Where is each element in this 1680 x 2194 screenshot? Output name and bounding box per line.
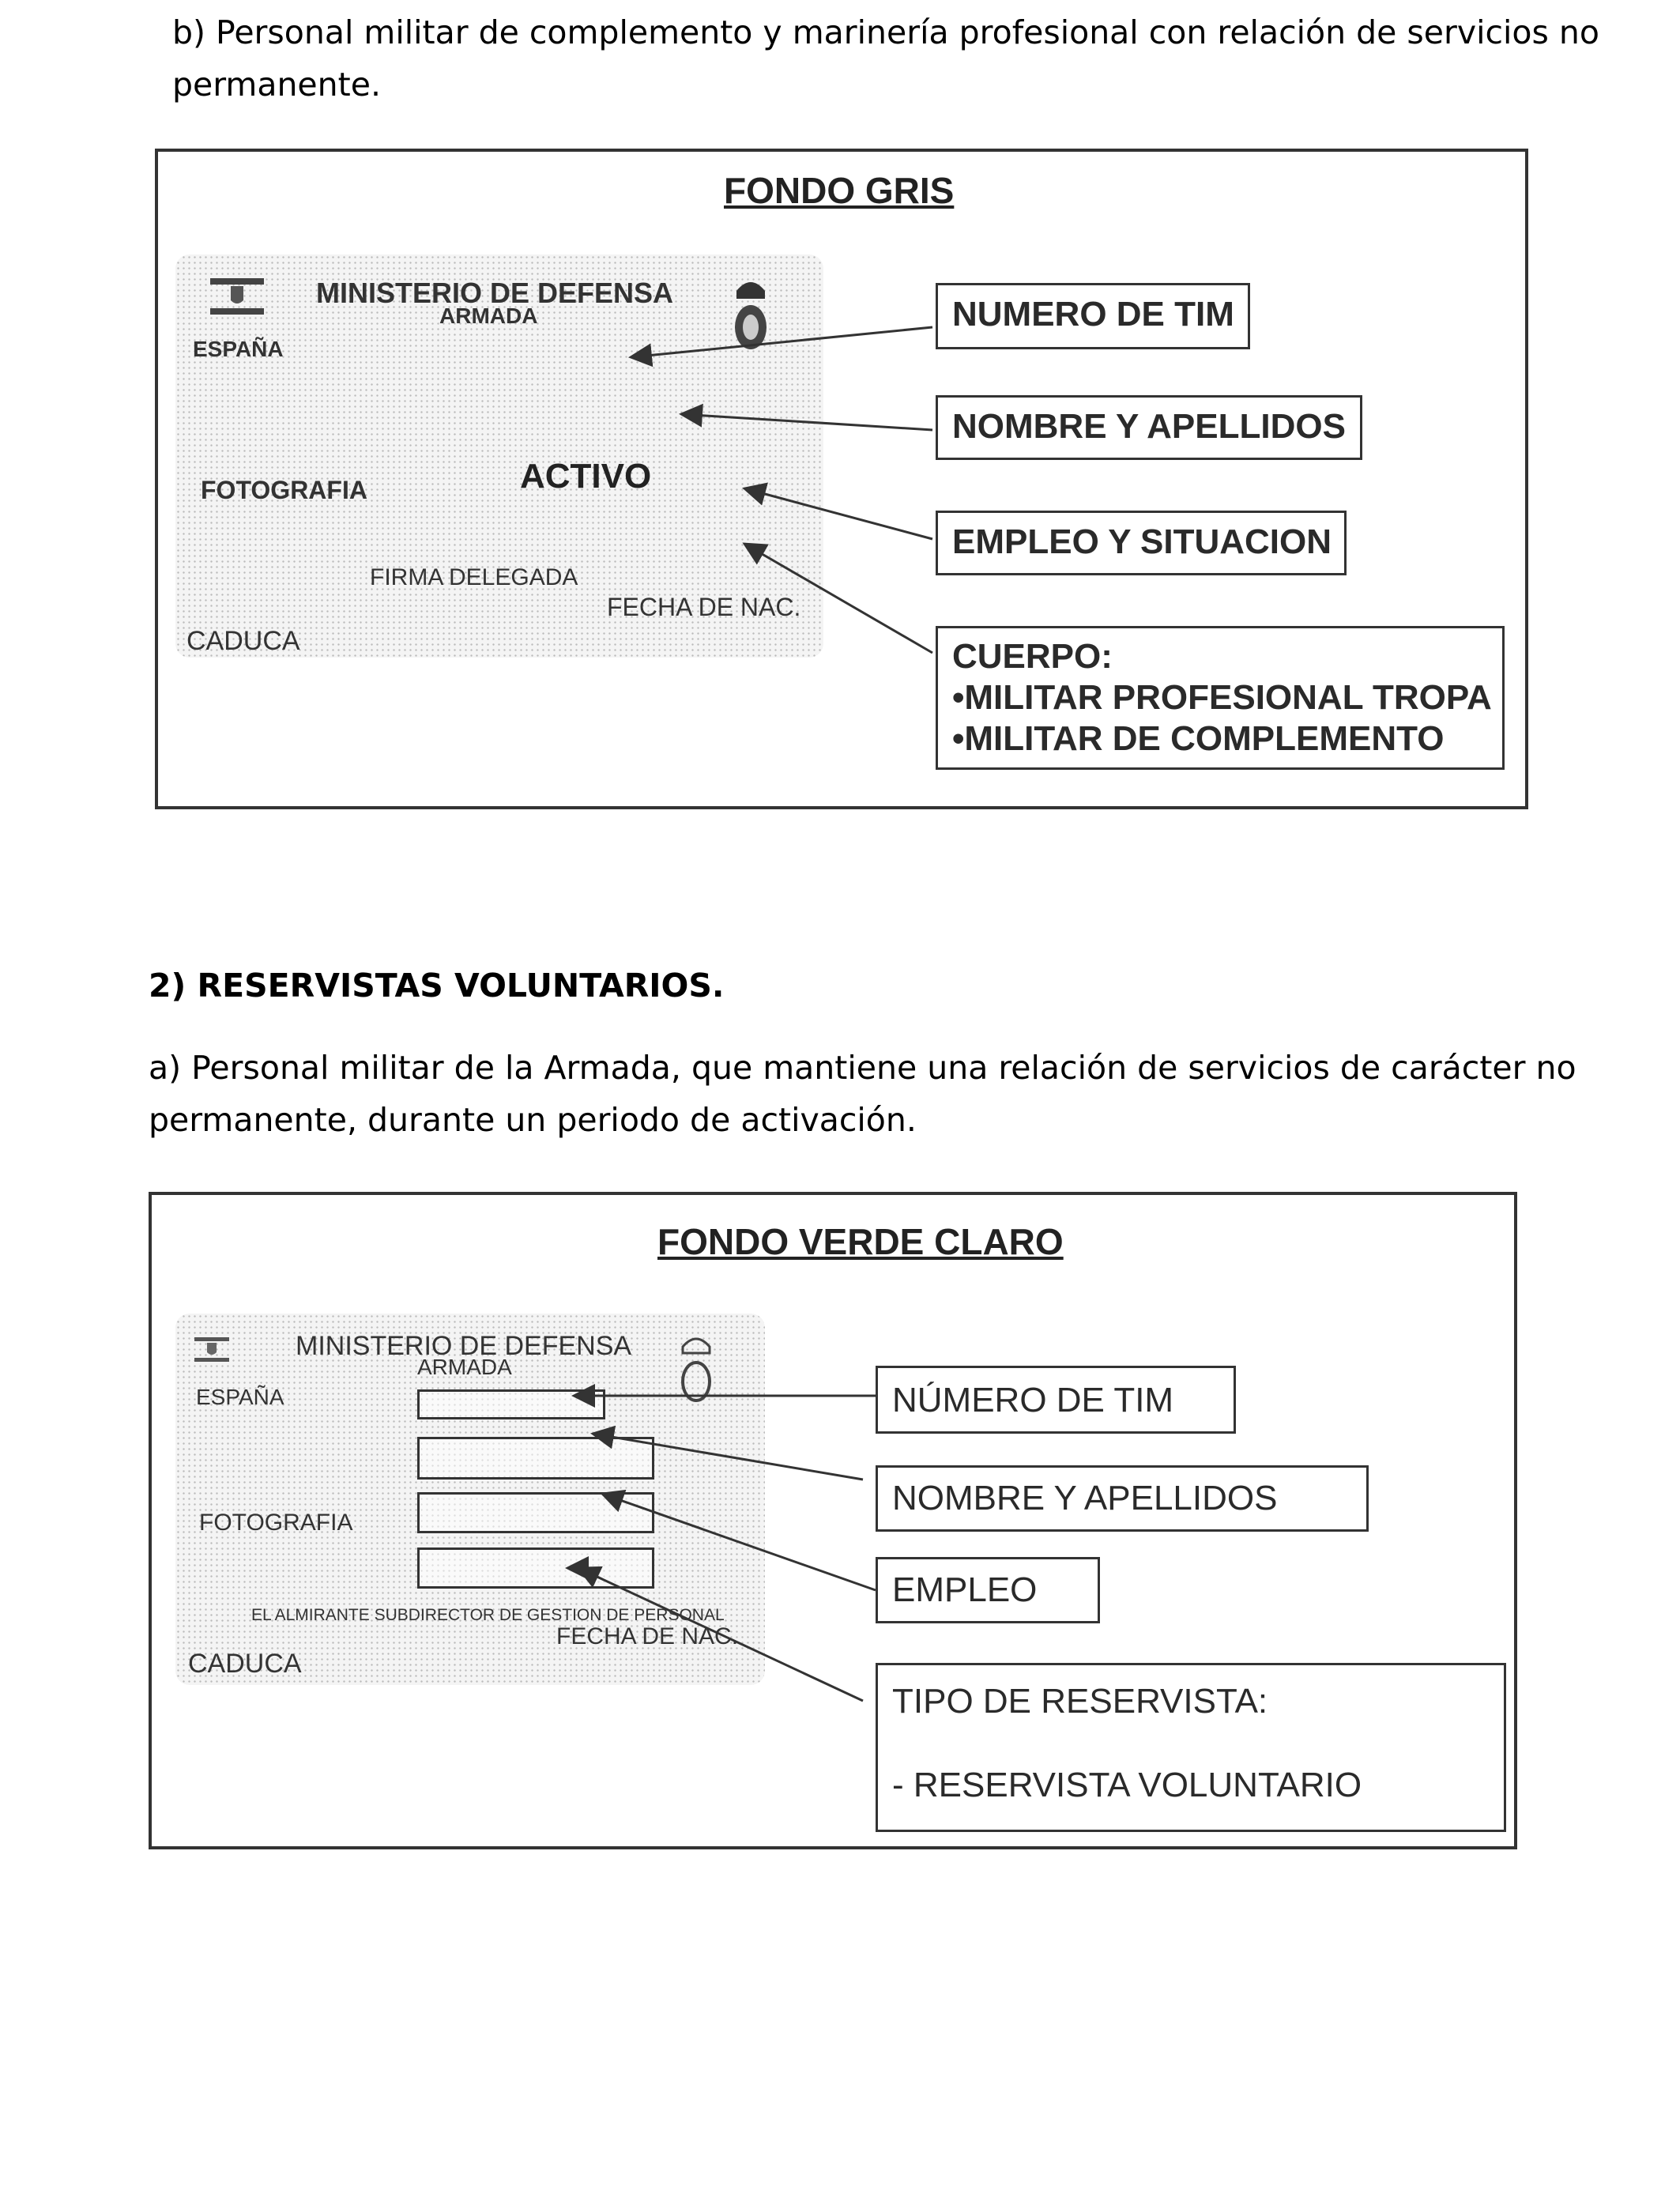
card-caduca: CADUCA: [186, 626, 300, 656]
card-almirante: EL ALMIRANTE SUBDIRECTOR DE GESTION DE PERSONAL: [251, 1606, 725, 1624]
cuerpo-item-2: •MILITAR DE COMPLEMENTO: [952, 719, 1445, 758]
card-activo: ACTIVO: [520, 457, 652, 496]
card-espana: ESPAÑA: [193, 337, 284, 361]
figure-fondo-verde-claro: [149, 1192, 1517, 1849]
label-numero-tim: NÚMERO DE TIM: [876, 1366, 1236, 1434]
card-fecha-nac: FECHA DE NAC.: [607, 593, 801, 621]
card-armada: ARMADA: [439, 303, 538, 328]
section-b-line1: b) Personal militar de complemento y marinería profesional con relación de servicios no: [172, 13, 1599, 51]
figure-fondo-gris: [155, 149, 1528, 809]
section-b-line2: permanente.: [172, 66, 381, 104]
card-espana: ESPAÑA: [196, 1385, 284, 1409]
section-2-heading: 2) RESERVISTAS VOLUNTARIOS.: [149, 967, 725, 1005]
tipo-title: TIPO DE RESERVISTA:: [892, 1682, 1268, 1721]
card-armada: ARMADA: [417, 1355, 512, 1379]
card-fotografia: FOTOGRAFIA: [201, 476, 367, 504]
tipo-item-1: - RESERVISTA VOLUNTARIO: [892, 1766, 1362, 1804]
section-2-line1: a) Personal militar de la Armada, que mantiene una relación de servicios de carácter no: [149, 1049, 1576, 1087]
card-fotografia: FOTOGRAFIA: [199, 1510, 353, 1536]
card-firma-delegada: FIRMA DELEGADA: [370, 564, 578, 590]
figure-title: FONDO VERDE CLARO: [657, 1221, 1064, 1262]
label-nombre-apellidos: NOMBRE Y APELLIDOS: [936, 395, 1362, 460]
card-ministry: MINISTERIO DE DEFENSA: [316, 277, 674, 309]
section-2-line2: permanente, durante un periodo de activación.: [149, 1101, 917, 1139]
label-empleo: EMPLEO: [876, 1557, 1100, 1623]
label-nombre-apellidos: NOMBRE Y APELLIDOS: [876, 1465, 1369, 1532]
figure-title: FONDO GRIS: [724, 170, 955, 211]
cuerpo-item-1: •MILITAR PROFESIONAL TROPA: [952, 678, 1492, 717]
cuerpo-title: CUERPO:: [952, 637, 1113, 676]
label-empleo-situacion: EMPLEO Y SITUACION: [936, 511, 1347, 575]
label-cuerpo: [936, 626, 1505, 770]
label-tipo-reservista: [876, 1663, 1506, 1832]
label-numero-tim: NUMERO DE TIM: [936, 283, 1250, 349]
card-fecha-nac: FECHA DE NAC.: [556, 1623, 739, 1649]
card-caduca: CADUCA: [188, 1649, 302, 1679]
card-ministry: MINISTERIO DE DEFENSA: [296, 1331, 632, 1361]
